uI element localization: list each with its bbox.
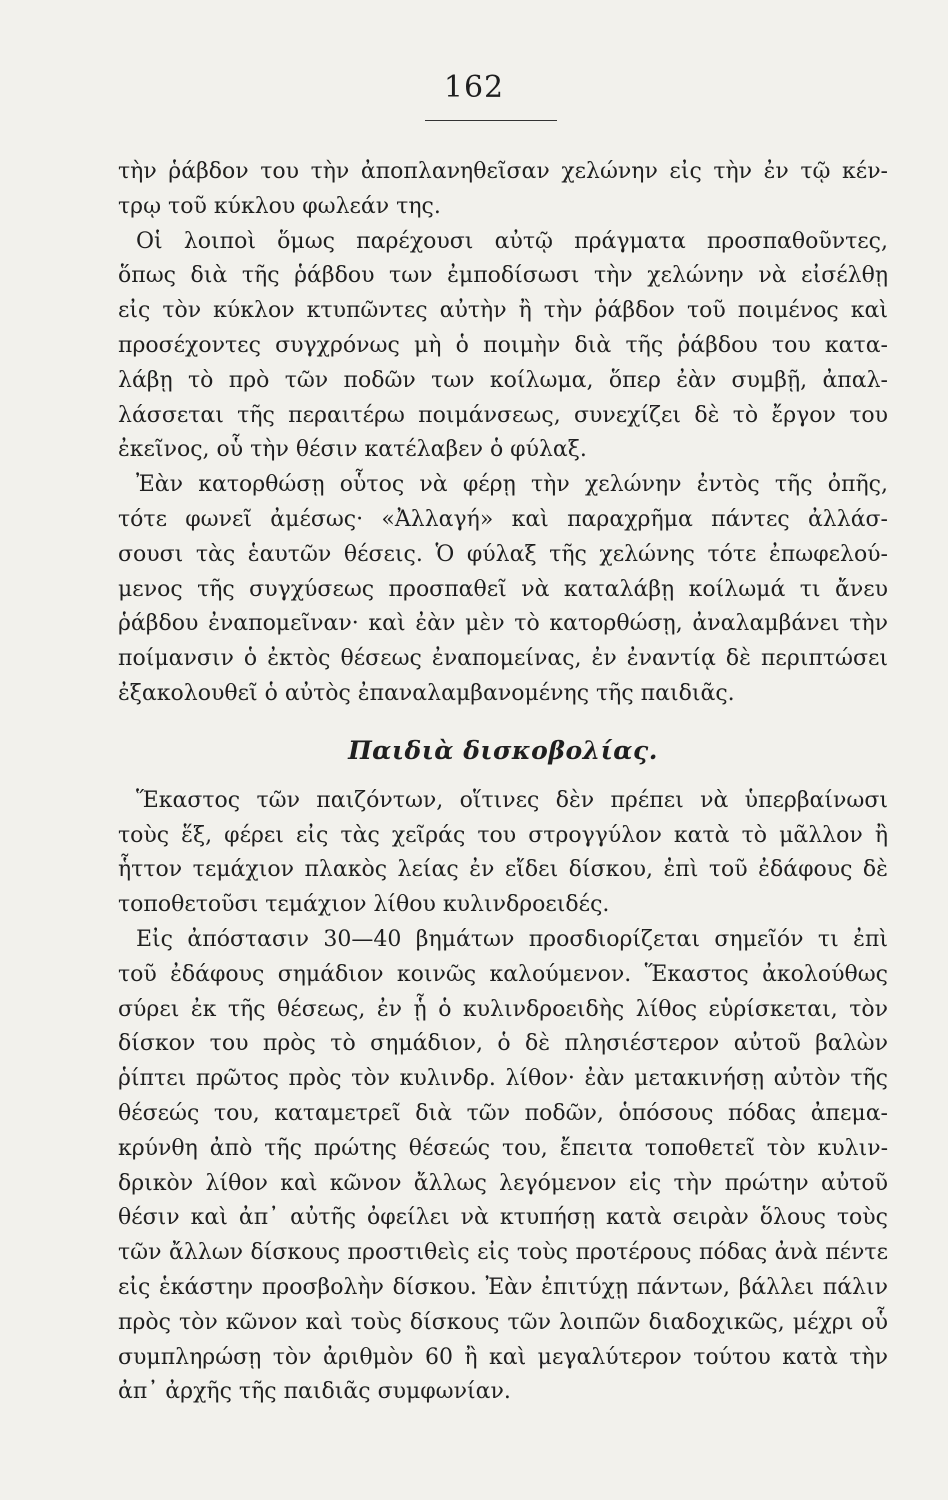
page-number: 162 bbox=[443, 70, 505, 105]
text-line: Οἱ λοιποὶ ὅμως παρέχουσι αὐτῷ πράγματα προσπαθοῦντες, bbox=[136, 228, 888, 254]
text-line: λάσσεται τῆς περαιτέρω ποιμάνσεως, συνεχίζει δὲ τὸ ἔργον του bbox=[118, 402, 888, 428]
text-line: ῥάβδου ἐναπομεῖναν· καὶ ἐὰν μὲν τὸ κατορθώσῃ, ἀναλαμβάνει τὴν bbox=[118, 611, 888, 637]
text-line: λάβῃ τὸ πρὸ τῶν ποδῶν των κοίλωμα, ὅπερ ἐὰν συμβῇ, ἀπαλ- bbox=[118, 367, 888, 393]
text-line: Εἰς ἀπόστασιν 30—40 βημάτων προσδιορίζεται σημεῖόν τι ἐπὶ bbox=[136, 926, 888, 952]
text-line: πρὸς τὸν κῶνον καὶ τοὺς δίσκους τῶν λοιπῶν διαδοχικῶς, μέχρι οὗ bbox=[118, 1309, 888, 1335]
page-body bbox=[118, 155, 888, 1410]
text-line: σύρει ἐκ τῆς θέσεως, ἐν ᾗ ὁ κυλινδροειδὴς λίθος εὑρίσκεται, τὸν bbox=[118, 996, 888, 1022]
text-line: δίσκον του πρὸς τὸ σημάδιον, ὁ δὲ πλησιέστερον αὐτοῦ βαλὼν bbox=[118, 1031, 888, 1057]
text-line: κρύνθη ἀπὸ τῆς πρώτης θέσεώς του, ἔπειτα τοποθετεῖ τὸν κυλιν- bbox=[118, 1135, 888, 1161]
text-line: δρικὸν λίθον καὶ κῶνον ἄλλως λεγόμενον εἰς τὴν πρώτην αὐτοῦ bbox=[118, 1170, 888, 1196]
text-line: τοῦ ἐδάφους σημάδιον κοινῶς καλούμενον. Ἕκαστος ἀκολούθως bbox=[118, 961, 888, 987]
text-line: ποίμανσιν ὁ ἐκτὸς θέσεως ἐναπομείνας, ἐν ἐναντίᾳ δὲ περιπτώσει bbox=[118, 646, 888, 672]
text-line: Ἐὰν κατορθώσῃ οὗτος νὰ φέρῃ τὴν χελώνην ἐντὸς τῆς ὀπῆς, bbox=[136, 472, 888, 498]
text-line: σουσι τὰς ἑαυτῶν θέσεις. Ὁ φύλαξ τῆς χελώνης τότε ἐπωφελού- bbox=[118, 541, 888, 567]
text-line: ὅπως διὰ τῆς ῥάβδου των ἐμποδίσωσι τὴν χελώνην νὰ εἰσέλθῃ bbox=[118, 263, 888, 289]
text-line: τῶν ἄλλων δίσκους προστιθεὶς εἰς τοὺς προτέρους πόδας ἀνὰ πέντε bbox=[118, 1240, 888, 1266]
text-line: θέσιν καὶ ἀπ᾽ αὐτῆς ὀφείλει νὰ κτυπήσῃ κατὰ σειρὰν ὅλους τοὺς bbox=[118, 1205, 888, 1231]
text-line: τότε φωνεῖ ἀμέσως· «Ἀλλαγή» καὶ παραχρῆμα πάντες ἀλλάσ- bbox=[118, 506, 888, 532]
text-line: ἐκεῖνος, οὗ τὴν θέσιν κατέλαβεν ὁ φύλαξ. bbox=[118, 437, 587, 463]
text-line: ἐξακολουθεῖ ὁ αὐτὸς ἐπαναλαμβανομένης τῆς παιδιᾶς. bbox=[118, 680, 735, 706]
text-line: μενος τῆς συγχύσεως προσπαθεῖ νὰ καταλάβῃ κοίλωμά τι ἄνευ bbox=[118, 576, 888, 602]
section-heading: Παιδιὰ δισκοβολίας. bbox=[348, 735, 658, 765]
text-line: τρῳ τοῦ κύκλου φωλεάν της. bbox=[118, 193, 441, 219]
text-line: ἧττον τεμάχιον πλακὸς λείας ἐν εἴδει δίσκου, ἐπὶ τοῦ ἐδάφους δὲ bbox=[118, 857, 888, 883]
text-line: προσέχοντες συγχρόνως μὴ ὁ ποιμὴν διὰ τῆς ῥάβδου του κατα- bbox=[118, 332, 888, 358]
header-rule bbox=[425, 120, 557, 121]
text-line: θέσεώς του, καταμετρεῖ διὰ τῶν ποδῶν, ὁπόσους πόδας ἀπεμα- bbox=[118, 1100, 888, 1126]
text-line: Ἕκαστος τῶν παιζόντων, οἵτινες δὲν πρέπει νὰ ὑπερβαίνωσι bbox=[136, 787, 888, 813]
text-line: τὴν ῥάβδον του τὴν ἀποπλανηθεῖσαν χελώνην εἰς τὴν ἐν τῷ κέν- bbox=[118, 159, 888, 184]
text-line: εἰς ἑκάστην προσβολὴν δίσκου. Ἐὰν ἐπιτύχῃ πάντων, βάλλει πάλιν bbox=[118, 1274, 888, 1300]
text-line: συμπληρώσῃ τὸν ἀριθμὸν 60 ἢ καὶ μεγαλύτερον τούτου κατὰ τὴν bbox=[118, 1344, 888, 1370]
text-line: τοποθετοῦσι τεμάχιον λίθου κυλινδροειδές. bbox=[118, 892, 610, 918]
text-line: τοὺς ἕξ, φέρει εἰς τὰς χεῖράς του στρογγύλον κατὰ τὸ μᾶλλον ἢ bbox=[118, 822, 888, 848]
text-line: εἰς τὸν κύκλον κτυπῶντες αὐτὴν ἢ τὴν ῥάβδον τοῦ ποιμένος καὶ bbox=[118, 298, 888, 324]
text-line: ἀπ᾽ ἀρχῆς τῆς παιδιᾶς συμφωνίαν. bbox=[118, 1379, 511, 1405]
text-line: ῥίπτει πρῶτος πρὸς τὸν κυλινδρ. λίθον· ἐὰν μετακινήσῃ αὐτὸν τῆς bbox=[118, 1066, 888, 1092]
